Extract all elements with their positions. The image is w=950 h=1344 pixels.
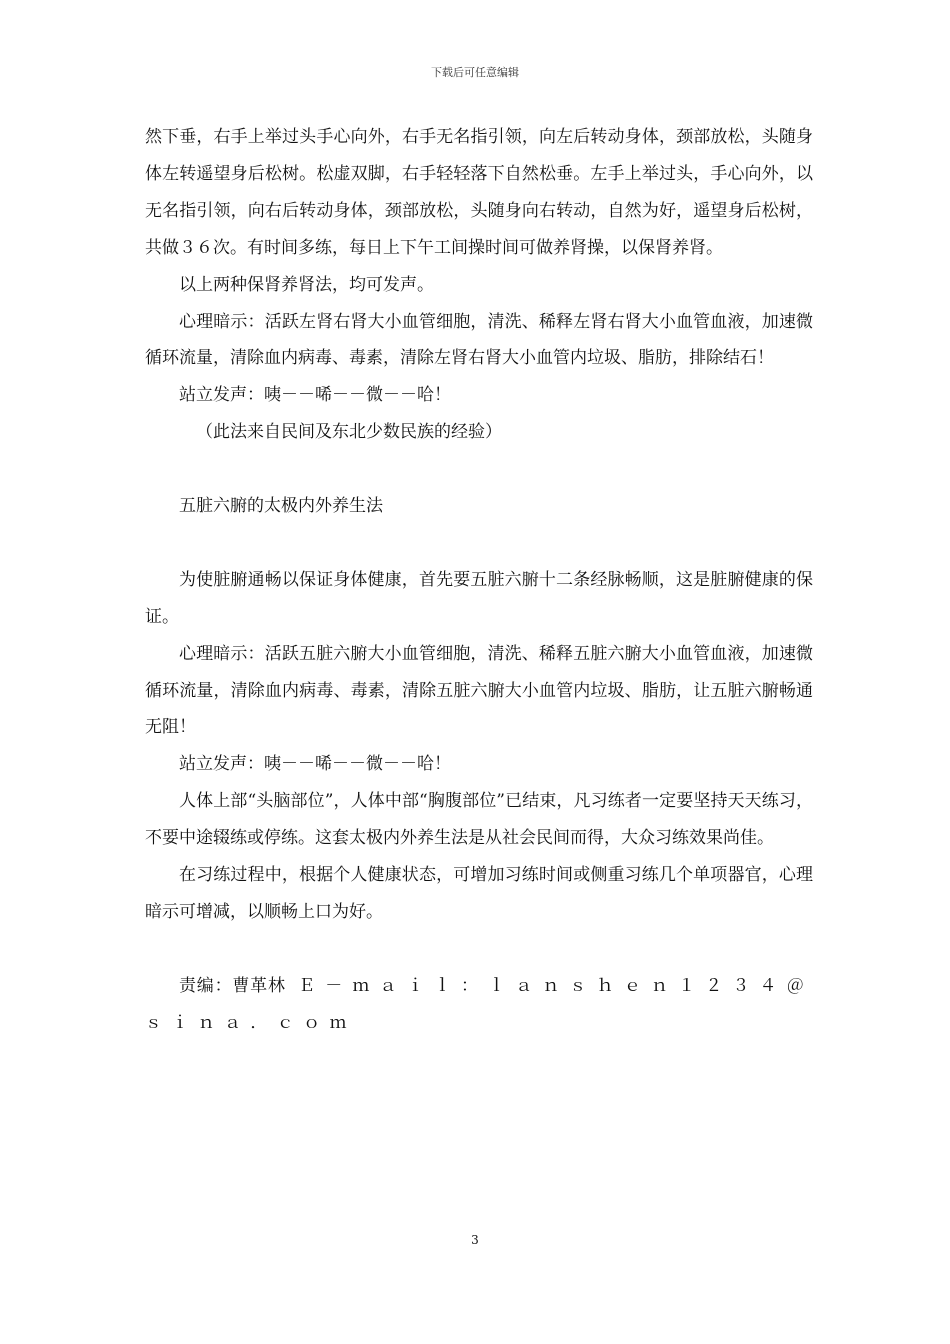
paragraph-voice-note: 以上两种保肾养肾法，均可发声。: [179, 274, 434, 295]
paragraph-summary: 人体上部“头脑部位”，人体中部“胸腹部位”已结束，凡习练者一定要坚持天天练习，不要中途辍练或停练。这套太极内外养生法是从社会民间而得，大众习练效果尚佳。: [145, 791, 813, 849]
editor-line: [145, 968, 813, 1042]
paragraph-organs-suggestion: 心理暗示：活跃五脏六腑大小血管细胞，清洗、稀释五脏六腑大小血管血液，加速微循环流量，清除血内病毒、毒素，清除五脏六腑大小血管内垃圾、脂肪，让五脏六腑畅通无阻！: [145, 643, 813, 738]
spacer: [145, 525, 813, 562]
page-header: 下载后可任意编辑: [431, 66, 519, 79]
paragraph-organs-voice: 站立发声：咦－－唏－－微－－哈！: [179, 754, 451, 775]
paragraph-practice-advice: 在习练过程中，根据个人健康状态，可增加习练时间或侧重习练几个单项器官，心理暗示可增减，以顺畅上口为好。: [145, 865, 813, 922]
paragraph-exercise-continued: 然下垂，右手上举过头手心向外，右手无名指引领，向左后转动身体，颈部放松，头随身体左转遥望身后松树。松虚双脚，右手轻轻落下自然松垂。左手上举过头，手心向外，以无名指引领，向右后转动身体，颈部放松，头随身向右转动，自然为好，遥望身后松树，共做３６次。有时间多练，每日上下午工间操时间可做养肾操，以保肾养肾。: [145, 127, 813, 258]
document-body: [145, 119, 813, 1042]
page-number: 3: [471, 1233, 479, 1247]
spacer: [145, 931, 813, 968]
spacer: [145, 451, 813, 488]
editor-email: Ｅ－ｍａｉｌ：ｌａｎｓｈｅｎ１２３４＠ｓｉｎａ．ｃｏｍ: [145, 975, 814, 1033]
paragraph-kidney-voice: 站立发声：咦－－唏－－微－－哈！: [179, 385, 451, 406]
paragraph-source-note: （此法来自民间及东北少数民族的经验）: [196, 422, 502, 443]
paragraph-organs-intro: 为使脏腑通畅以保证身体健康，首先要五脏六腑十二条经脉畅顺，这是脏腑健康的保证。: [145, 569, 813, 627]
editor-label: 责编：曹革林: [179, 975, 286, 996]
section-heading: 五脏六腑的太极内外养生法: [179, 496, 383, 517]
paragraph-kidney-suggestion: 心理暗示：活跃左肾右肾大小血管细胞，清洗、稀释左肾右肾大小血管血液，加速微循环流量，清除血内病毒、毒素，清除左肾右肾大小血管内垃圾、脂肪，排除结石！: [145, 311, 813, 369]
